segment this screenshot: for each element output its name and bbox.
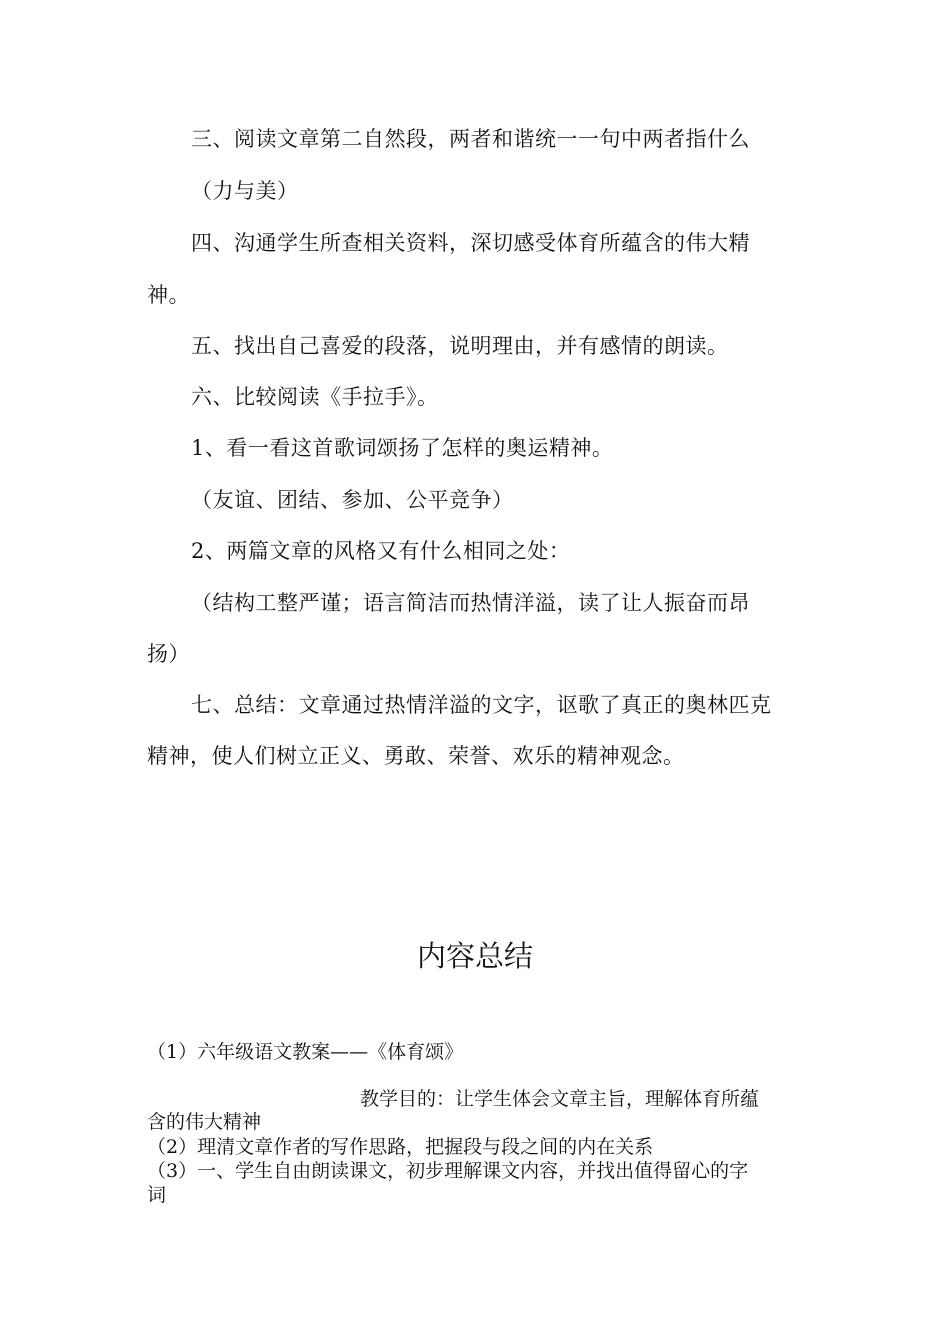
question-two-answer-cont: 扬） <box>147 642 190 666</box>
paragraph-four: 四、沟通学生所查相关资料，深切感受体育所蕴含的伟大精 <box>191 231 750 255</box>
paragraph-three-answer: （力与美） <box>191 179 299 203</box>
paragraph-seven: 七、总结：文章通过热情洋溢的文字，讴歌了真正的奥林匹克 <box>191 693 772 717</box>
paragraph-seven-cont: 精神，使人们树立正义、勇敢、荣誉、欢乐的精神观念。 <box>147 744 685 768</box>
question-one: 1、看一看这首歌词颂扬了怎样的奥运精神。 <box>191 436 614 460</box>
summary-line: 含的伟大精神 <box>147 1111 262 1133</box>
paragraph-six: 六、比较阅读《手拉手》。 <box>191 385 439 409</box>
question-two-answer: （结构工整严谨；语言简洁而热情洋溢，读了让人振奋而昂 <box>191 591 750 615</box>
summary-line: （2）理清文章作者的写作思路，把握段与段之间的内在关系 <box>147 1136 654 1158</box>
question-two: 2、两篇文章的风格又有什么相同之处： <box>191 539 571 563</box>
question-one-answer: （友谊、团结、参加、公平竞争） <box>191 488 514 512</box>
summary-title: 内容总结 <box>416 939 533 973</box>
paragraph-five: 五、找出自己喜爱的段落，说明理由，并有感情的朗读。 <box>191 334 729 358</box>
paragraph-four-cont: 神。 <box>147 283 190 307</box>
paragraph-three: 三、阅读文章第二自然段，两者和谐统一一句中两者指什么 <box>191 127 750 151</box>
summary-line: （3）一、学生自由朗读课文，初步理解课文内容，并找出值得留心的字 <box>147 1160 749 1182</box>
summary-line: 词 <box>147 1184 167 1206</box>
summary-line: （1）六年级语文教案——《体育颂》 <box>147 1041 464 1063</box>
summary-line: 教学目的：让学生体会文章主旨，理解体育所蕴 <box>360 1088 760 1110</box>
